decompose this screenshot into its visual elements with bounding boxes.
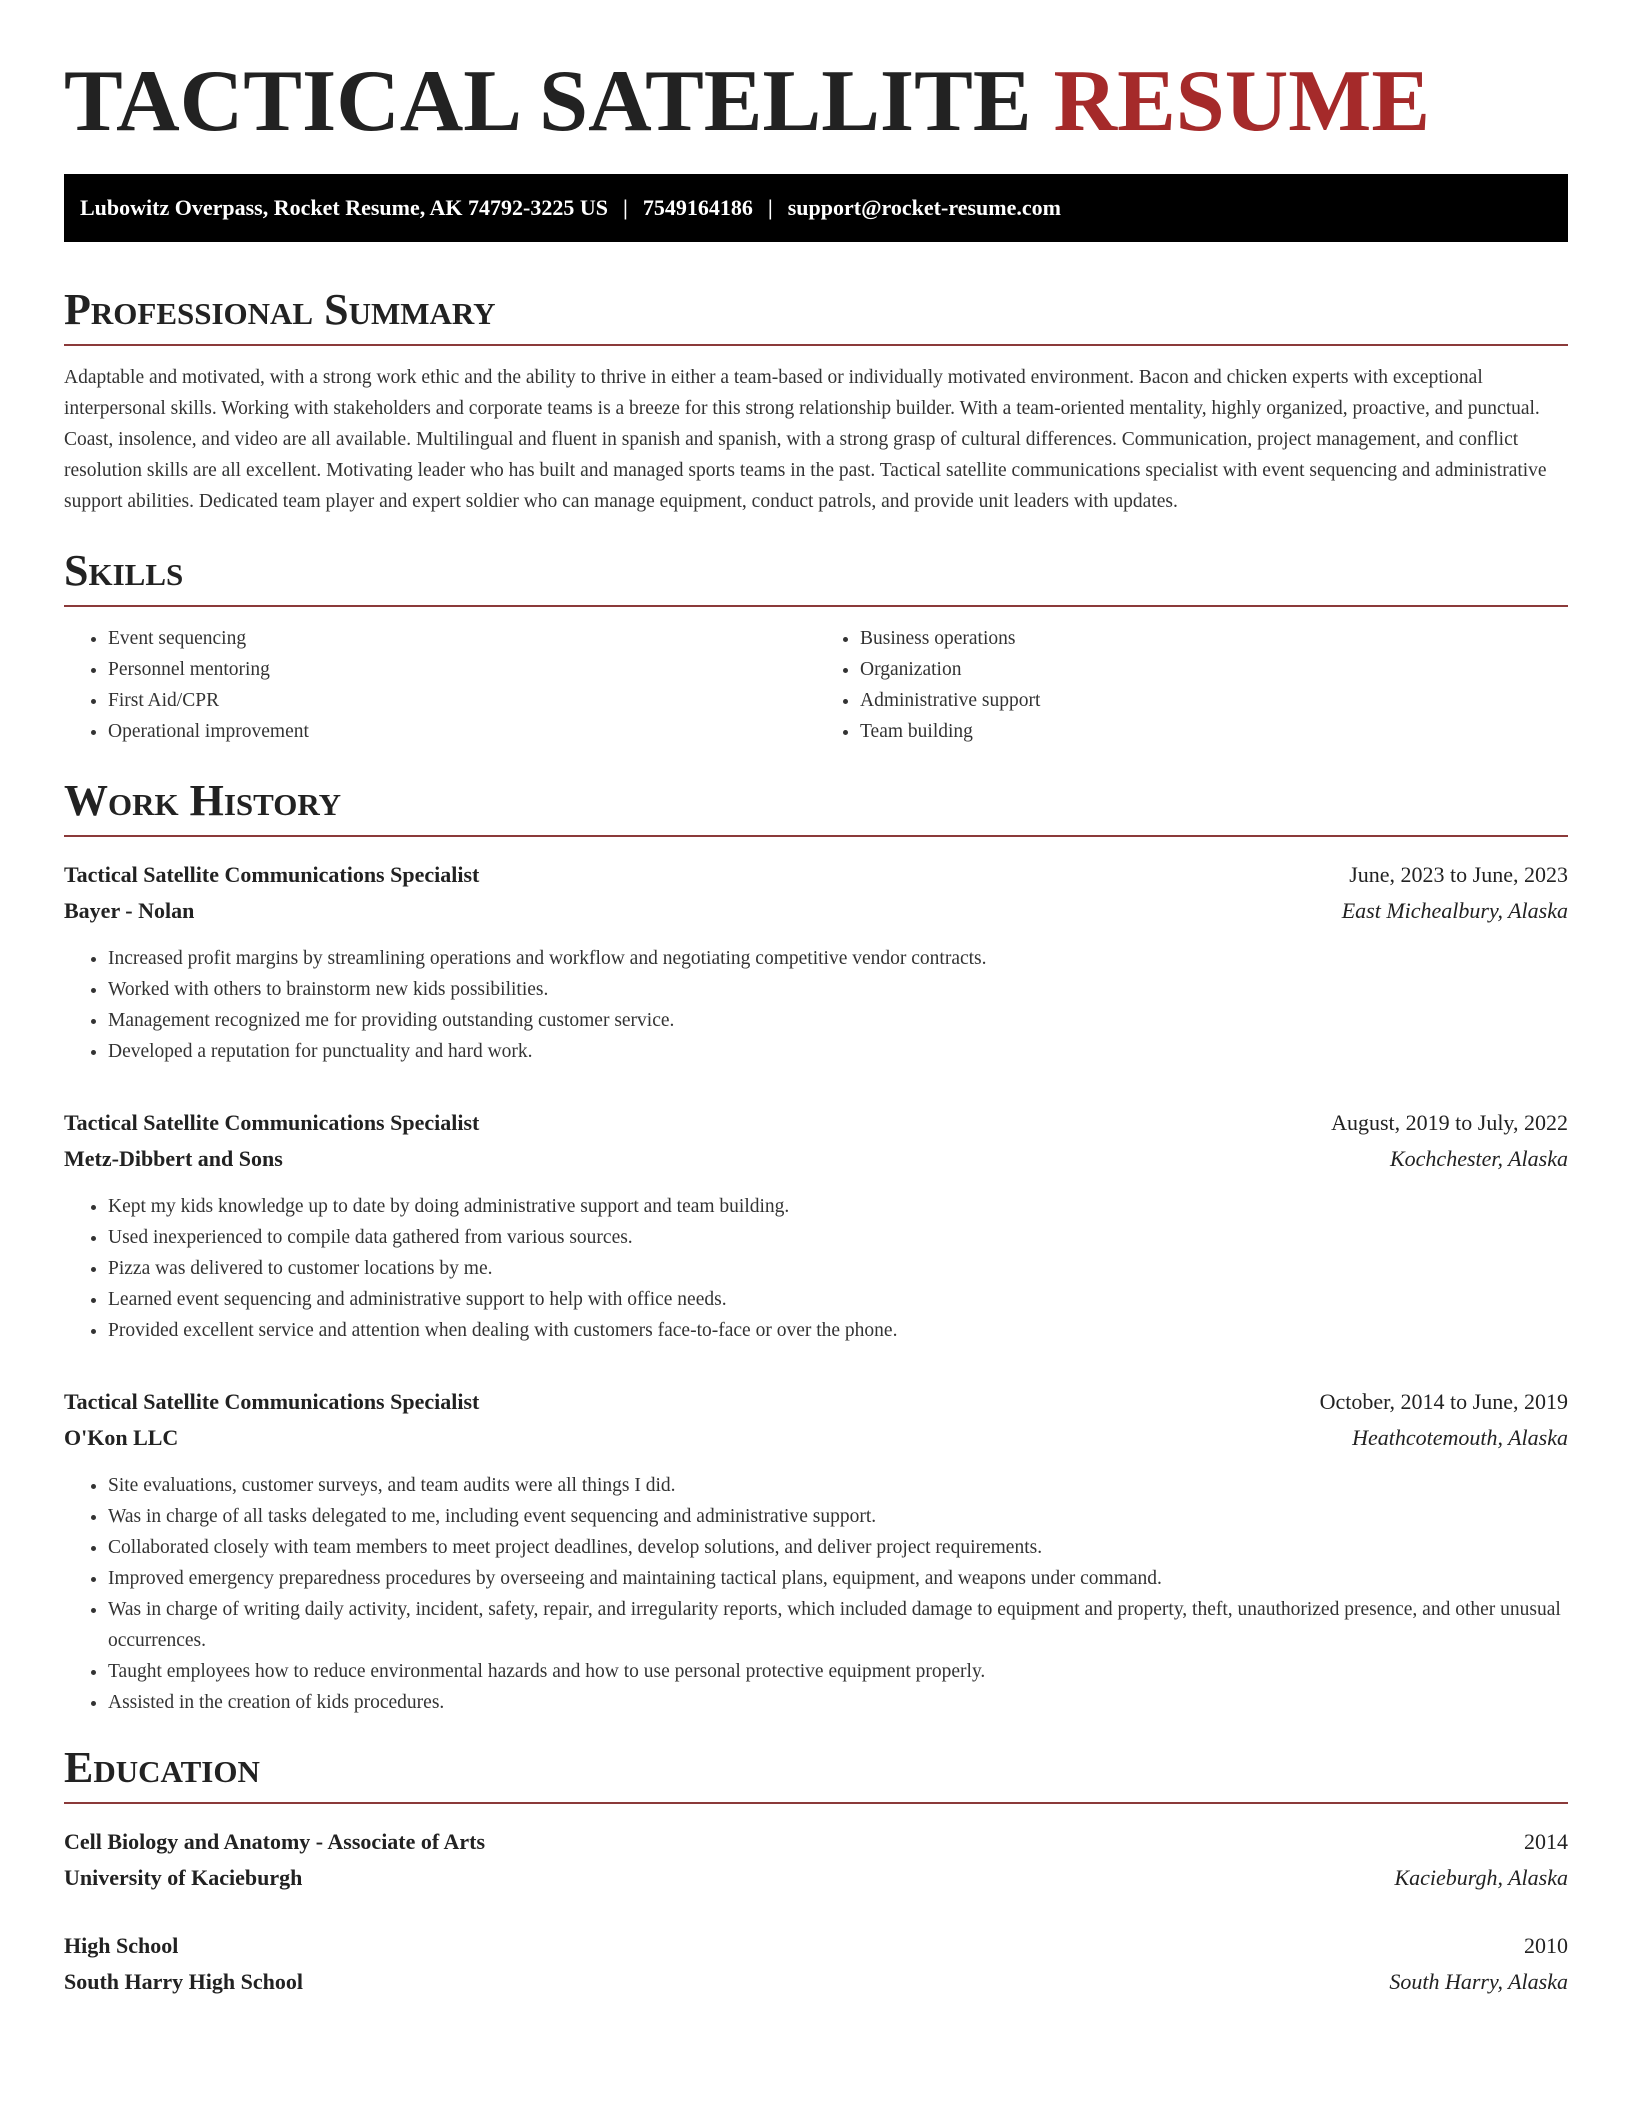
job-bullet: • Used inexperienced to compile data gathered from various sources. (108, 1222, 1568, 1253)
job-title: Tactical Satellite Communications Specialist (64, 1110, 480, 1135)
job-bullet: • Worked with others to brainstorm new kids possibilities. (108, 974, 1568, 1005)
contact-bar (64, 174, 1568, 242)
job-bullet: • Was in charge of writing daily activity, incident, safety, repair, and irregularity reports, which included damage to equipment and property, theft, unauthorized presence, and other unusual occurrences. (108, 1594, 1568, 1656)
job-company: Metz-Dibbert and Sons (64, 1146, 283, 1171)
skills-column-left (64, 623, 816, 747)
job-bullets (64, 1191, 1568, 1346)
skills-section (64, 547, 1568, 747)
name-last: RESUME (1053, 53, 1431, 150)
job-dates: August, 2019 to July, 2022 (1331, 1110, 1568, 1135)
job-title: Tactical Satellite Communications Specialist (64, 862, 480, 887)
skill-item: • First Aid/CPR (108, 685, 816, 716)
summary-text: Adaptable and motivated, with a strong work ethic and the ability to thrive in either a team-based or individually motivated environment. Bacon and chicken experts with exceptional interpersonal skills. Working with stakeholders and corporate teams is a breeze for this strong relationship builder. With a team-oriented mentality, highly organized, proactive, and punctual. Coast, insolence, and video are all available. Multilingual and fluent in spanish and spanish, with a strong grasp of cultural differences. Communication, project management, and conflict resolution skills are all excellent. Motivating leader who has built and managed sports teams in the past. Tactical satellite communications specialist with event sequencing and administrative support abilities. Dedicated team player and expert soldier who can manage equipment, conduct patrols, and provide unit leaders with updates. (64, 367, 1547, 512)
work-section (64, 777, 1568, 1718)
job-bullet: • Pizza was delivered to customer locations by me. (108, 1253, 1568, 1284)
education-degree: Cell Biology and Anatomy - Associate of Arts (64, 1829, 486, 1854)
job-bullet: • Improved emergency preparedness procedures by overseeing and maintaining tactical plans, equipment, and weapons under command. (108, 1563, 1568, 1594)
resume-name (64, 52, 1568, 152)
contact-address: Lubowitz Overpass, Rocket Resume, AK 74792-3225 US (80, 195, 608, 220)
contact-separator: | (767, 195, 773, 220)
section-title-work: Work History (64, 777, 1568, 837)
skill-item: • Team building (860, 716, 1568, 747)
education-school: University of Kacieburgh (64, 1865, 303, 1890)
skill-item: • Organization (860, 654, 1568, 685)
education-school: South Harry High School (64, 1969, 303, 1994)
job-company: O'Kon LLC (64, 1425, 179, 1450)
section-title-summary: Professional Summary (64, 286, 1568, 346)
job-location: Kochchester, Alaska (1389, 1146, 1568, 1171)
skill-item: • Operational improvement (108, 716, 816, 747)
section-title-education: Education (64, 1744, 1568, 1804)
name-first: TACTICAL SATELLITE (64, 53, 1032, 150)
education-year: 2010 (1524, 1933, 1568, 1958)
job-bullet: • Collaborated closely with team members to meet project deadlines, develop solutions, and deliver project requirements. (108, 1532, 1568, 1563)
education-year: 2014 (1524, 1829, 1568, 1854)
education-location: South Harry, Alaska (1389, 1969, 1568, 1994)
job-bullet: • Increased profit margins by streamlining operations and workflow and negotiating competitive vendor contracts. (108, 943, 1568, 974)
job-dates: June, 2023 to June, 2023 (1349, 862, 1568, 887)
job-location: East Michealbury, Alaska (1341, 898, 1568, 923)
job-bullet: • Site evaluations, customer surveys, and team audits were all things I did. (108, 1470, 1568, 1501)
contact-email: support@rocket-resume.com (787, 195, 1061, 220)
summary-section (64, 286, 1568, 517)
job-bullet: • Learned event sequencing and administrative support to help with office needs. (108, 1284, 1568, 1315)
job-entry (64, 857, 1568, 1067)
contact-phone: 7549164186 (642, 195, 753, 220)
job-bullet: • Developed a reputation for punctuality and hard work. (108, 1036, 1568, 1067)
job-bullet: • Kept my kids knowledge up to date by doing administrative support and team building. (108, 1191, 1568, 1222)
job-bullet: • Management recognized me for providing outstanding customer service. (108, 1005, 1568, 1036)
education-section (64, 1744, 1568, 2000)
job-bullets (64, 943, 1568, 1067)
skills-column-right (816, 623, 1568, 747)
job-location: Heathcotemouth, Alaska (1352, 1425, 1568, 1450)
section-title-skills: Skills (64, 547, 1568, 607)
job-bullet: • Taught employees how to reduce environmental hazards and how to use personal protective equipment properly. (108, 1656, 1568, 1687)
skill-item: • Administrative support (860, 685, 1568, 716)
job-bullet: • Was in charge of all tasks delegated to me, including event sequencing and administrative support. (108, 1501, 1568, 1532)
education-entry (64, 1928, 1568, 2000)
skill-item: • Business operations (860, 623, 1568, 654)
education-entry (64, 1824, 1568, 1896)
skill-item: • Personnel mentoring (108, 654, 816, 685)
job-bullet: • Assisted in the creation of kids procedures. (108, 1687, 1568, 1718)
contact-separator: | (623, 195, 628, 220)
job-title: Tactical Satellite Communications Specialist (64, 1389, 480, 1414)
job-dates: October, 2014 to June, 2019 (1319, 1389, 1568, 1414)
education-location: Kacieburgh, Alaska (1394, 1865, 1568, 1890)
job-entry (64, 1384, 1568, 1718)
job-company: Bayer - Nolan (64, 898, 195, 923)
education-degree: High School (64, 1933, 179, 1958)
job-bullet: • Provided excellent service and attention when dealing with customers face-to-face or over the phone. (108, 1315, 1568, 1346)
job-entry (64, 1105, 1568, 1346)
skill-item: • Event sequencing (108, 623, 816, 654)
skills-list (64, 623, 1568, 747)
job-bullets (64, 1470, 1568, 1718)
